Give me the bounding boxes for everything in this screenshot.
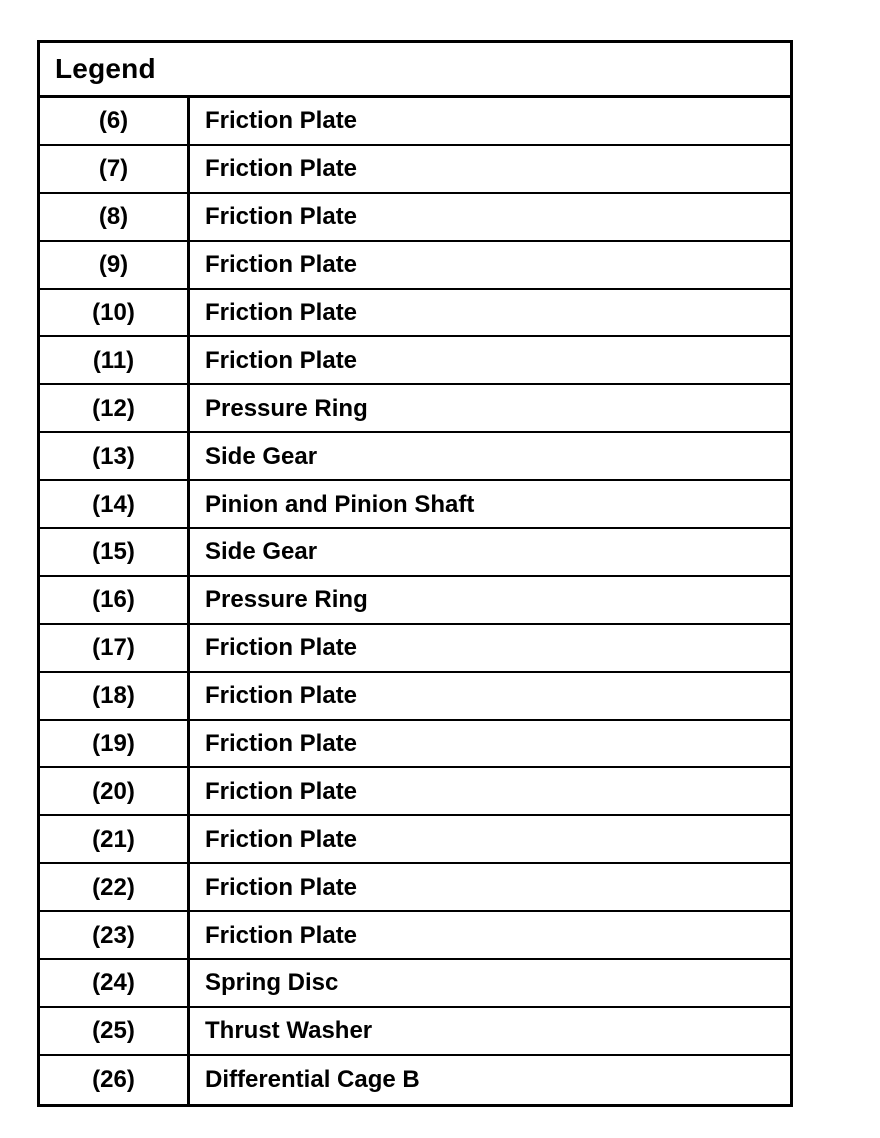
- part-description: Friction Plate: [205, 251, 358, 279]
- part-description: Friction Plate: [205, 299, 358, 326]
- part-description: Friction Plate: [205, 107, 358, 135]
- part-number: (10): [40, 290, 190, 336]
- part-number: (12): [40, 385, 190, 431]
- legend-row: [40, 1056, 790, 1104]
- part-number: (16): [40, 577, 190, 623]
- legend-row: [40, 242, 790, 290]
- part-description: Side Gear: [205, 538, 318, 566]
- part-description: Pinion and Pinion Shaft: [205, 490, 475, 518]
- legend-row: [40, 912, 790, 960]
- part-number: (8): [40, 194, 190, 240]
- legend-row: [40, 721, 790, 769]
- legend-row: [40, 816, 790, 864]
- part-number: (21): [40, 816, 190, 862]
- legend-row: [40, 1008, 790, 1056]
- part-description: Pressure Ring: [205, 394, 368, 422]
- part-number: (13): [40, 433, 190, 479]
- legend-rows: [40, 98, 790, 1104]
- part-number: (17): [40, 625, 190, 671]
- legend-row: [40, 146, 790, 194]
- part-description: Friction Plate: [205, 346, 358, 374]
- part-description: Friction Plate: [205, 634, 358, 662]
- part-description: Friction Plate: [205, 777, 358, 805]
- part-number: (23): [40, 912, 190, 958]
- legend-row: [40, 290, 790, 338]
- part-number: (19): [40, 721, 190, 767]
- legend-row: [40, 481, 790, 529]
- part-description: Friction Plate: [205, 730, 358, 758]
- part-number: (22): [40, 864, 190, 910]
- legend-row: [40, 433, 790, 481]
- legend-row: [40, 864, 790, 912]
- part-description: Pressure Ring: [205, 586, 368, 614]
- part-number: (24): [40, 960, 190, 1006]
- part-description: Friction Plate: [205, 682, 358, 710]
- part-number: (6): [40, 98, 190, 144]
- part-description: Friction Plate: [205, 921, 358, 949]
- part-number: (20): [40, 768, 190, 814]
- part-description: Friction Plate: [205, 825, 358, 853]
- legend-table: [37, 40, 793, 1107]
- part-number: (15): [40, 529, 190, 575]
- legend-row: [40, 529, 790, 577]
- legend-row: [40, 768, 790, 816]
- legend-row: [40, 98, 790, 146]
- part-number: (11): [40, 337, 190, 383]
- legend-row: [40, 194, 790, 242]
- legend-row: [40, 960, 790, 1008]
- part-description: Thrust Washer: [205, 1017, 373, 1045]
- legend-row: [40, 625, 790, 673]
- part-description: Friction Plate: [205, 873, 358, 901]
- part-description: Friction Plate: [205, 155, 358, 183]
- part-number: (7): [40, 146, 190, 192]
- legend-title: Legend: [40, 43, 790, 98]
- legend-row: [40, 337, 790, 385]
- part-number: (18): [40, 673, 190, 719]
- part-description: Friction Plate: [205, 203, 358, 231]
- part-number: (14): [40, 481, 190, 527]
- part-description: Spring Disc: [205, 969, 339, 997]
- legend-row: [40, 385, 790, 433]
- part-number: (9): [40, 242, 190, 288]
- part-number: (26): [40, 1056, 190, 1104]
- legend-row: [40, 673, 790, 721]
- part-description: Side Gear: [205, 442, 318, 470]
- part-description: Differential Cage B: [205, 1066, 420, 1094]
- part-number: (25): [40, 1008, 190, 1054]
- legend-row: [40, 577, 790, 625]
